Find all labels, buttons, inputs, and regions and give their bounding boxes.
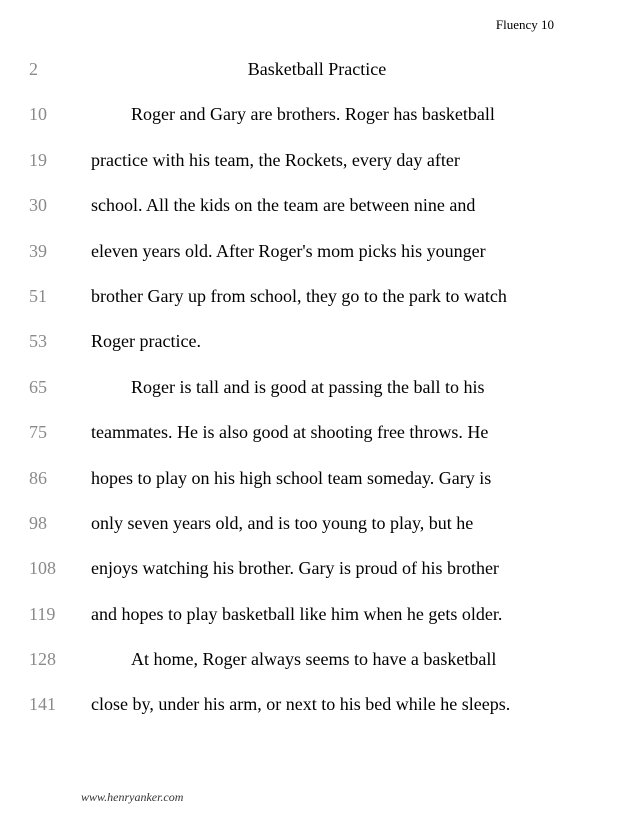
word-count: 39 xyxy=(29,240,47,261)
word-count: 119 xyxy=(29,603,56,624)
word-count: 108 xyxy=(29,558,56,579)
line-text: teammates. He is also good at shooting free throws. He xyxy=(91,422,489,443)
word-count: 2 xyxy=(29,59,38,79)
passage-line xyxy=(0,374,634,419)
line-text: school. All the kids on the team are between nine and xyxy=(91,195,476,216)
line-text: brother Gary up from school, they go to the park to watch xyxy=(91,285,507,306)
passage-title-line xyxy=(0,56,634,101)
line-text: eleven years old. After Roger's mom picks his younger xyxy=(91,240,486,261)
word-count: 30 xyxy=(29,195,47,216)
word-count: 53 xyxy=(29,331,47,352)
passage-line xyxy=(0,691,634,736)
fluency-level-label: Fluency 10 xyxy=(495,17,554,32)
line-text: enjoys watching his brother. Gary is proud of his brother xyxy=(91,558,499,579)
word-count: 128 xyxy=(29,649,56,670)
passage-line xyxy=(0,101,634,146)
passage-line xyxy=(0,238,634,283)
line-text: hopes to play on his high school team someday. Gary is xyxy=(91,467,492,488)
line-text: Roger and Gary are brothers. Roger has basketball xyxy=(131,104,495,125)
passage-line xyxy=(0,555,634,600)
line-text: At home, Roger always seems to have a basketball xyxy=(131,649,497,670)
line-text: Roger practice. xyxy=(91,331,201,352)
passage-line xyxy=(0,328,634,373)
word-count: 51 xyxy=(29,285,47,306)
passage-line xyxy=(0,147,634,192)
word-count: 141 xyxy=(29,694,56,715)
line-text: close by, under his arm, or next to his bed while he sleeps. xyxy=(91,694,511,715)
word-count: 75 xyxy=(29,422,47,443)
passage-line xyxy=(0,646,634,691)
word-count: 86 xyxy=(29,467,47,488)
word-count: 65 xyxy=(29,376,47,397)
passage-line xyxy=(0,192,634,237)
word-count: 19 xyxy=(29,149,47,170)
word-count: 10 xyxy=(29,104,47,125)
word-count: 98 xyxy=(29,512,47,533)
line-text: practice with his team, the Rockets, every day after xyxy=(91,149,460,170)
footer-url: www.henryanker.com xyxy=(81,790,184,804)
passage-line xyxy=(0,510,634,555)
passage-line xyxy=(0,601,634,646)
passage-line xyxy=(0,283,634,328)
passage-line xyxy=(0,465,634,510)
line-text: and hopes to play basketball like him when he gets older. xyxy=(91,603,503,624)
line-text: Roger is tall and is good at passing the ball to his xyxy=(131,376,485,397)
passage-lines xyxy=(0,56,634,737)
passage-line xyxy=(0,419,634,464)
line-text: only seven years old, and is too young to play, but he xyxy=(91,512,474,533)
passage-title: Basketball Practice xyxy=(247,59,387,79)
